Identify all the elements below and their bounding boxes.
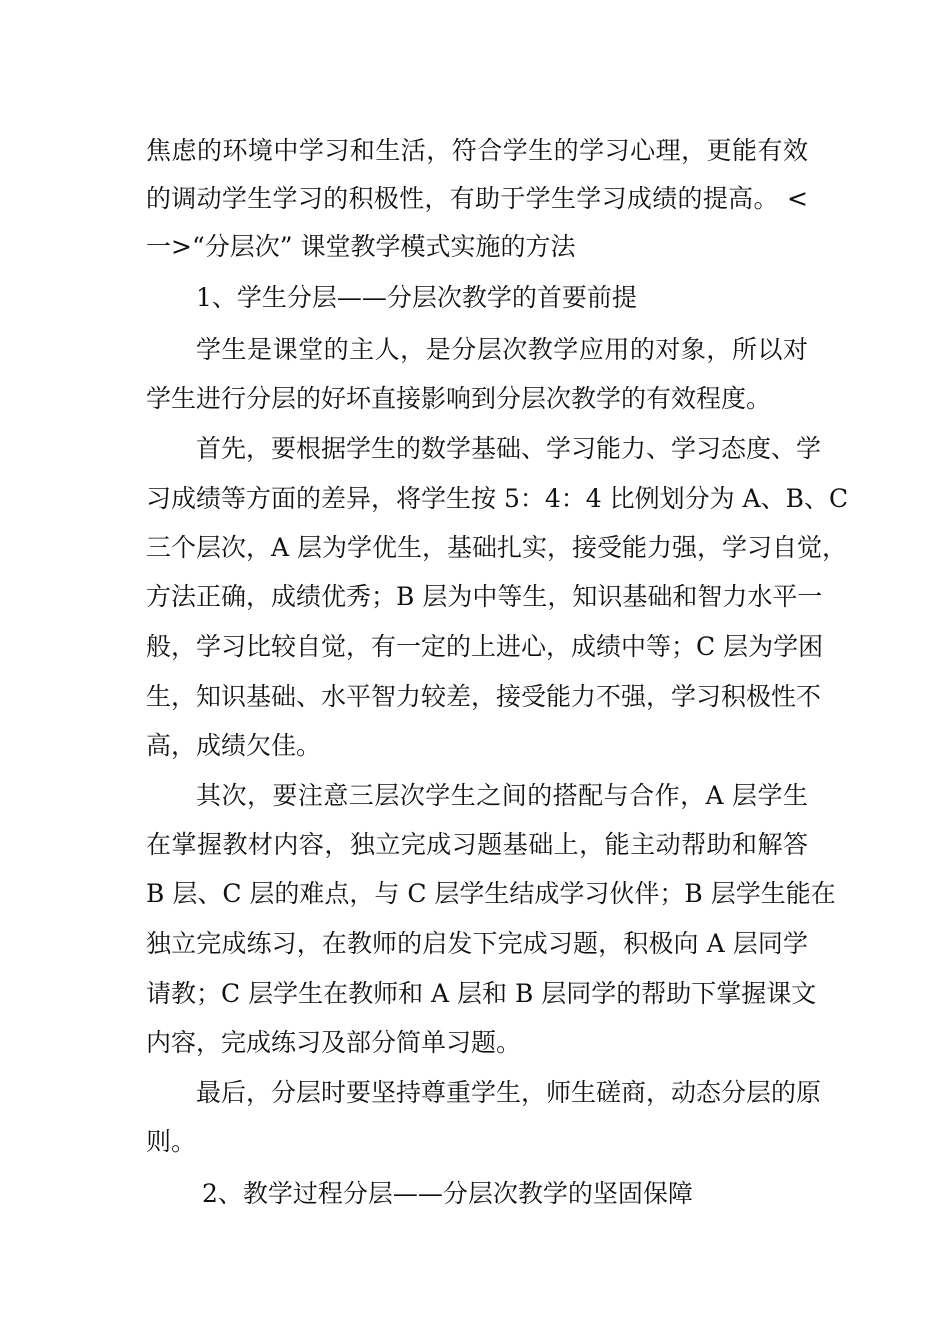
- text-line-7: 首先，要根据学生的数学基础、学习能力、学习态度、学: [196, 434, 822, 463]
- text-line-3: 一>“分层次” 课堂教学模式实施的方法: [146, 232, 576, 261]
- subheading-2: 2、教学过程分层——分层次教学的坚固保障: [202, 1179, 693, 1208]
- text-line-17: 独立完成练习，在教师的启发下完成习题，积极向 A 层同学: [146, 929, 808, 958]
- text-line-8: 习成绩等方面的差异，将学生按 5：4：4 比例划分为 A、B、C: [146, 484, 849, 513]
- text-line-14: 其次，要注意三层次学生之间的搭配与合作，A 层学生: [196, 781, 808, 810]
- text-line-19: 内容，完成练习及部分简单习题。: [146, 1028, 522, 1057]
- text-line-16: B 层、C 层的难点，与 C 层学生结成学习伙伴；B 层学生能在: [146, 879, 836, 908]
- text-line-11: 般，学习比较自觉，有一定的上进心，成绩中等；C 层为学困: [146, 632, 824, 661]
- text-line-1: 焦虑的环境中学习和生活，符合学生的学习心理，更能有效: [146, 136, 808, 165]
- text-line-6: 学生进行分层的好坏直接影响到分层次教学的有效程度。: [146, 384, 772, 413]
- text-line-2: 的调动学生学习的积极性，有助于学生学习成绩的提高。 <: [146, 184, 808, 213]
- text-line-10: 方法正确，成绩优秀；B 层为中等生，知识基础和智力水平一: [146, 582, 823, 611]
- text-line-15: 在掌握教材内容，独立完成习题基础上，能主动帮助和解答: [146, 830, 808, 859]
- text-line-21: 则。: [146, 1127, 197, 1156]
- text-line-5: 学生是课堂的主人，是分层次教学应用的对象，所以对: [196, 335, 808, 364]
- text-line-20: 最后，分层时要坚持尊重学生，师生磋商，动态分层的原: [196, 1078, 822, 1107]
- text-line-18: 请教；C 层学生在教师和 A 层和 B 层同学的帮助下掌握课文: [146, 979, 817, 1008]
- text-line-12: 生，知识基础、水平智力较差，接受能力不强，学习积极性不: [146, 682, 822, 711]
- text-line-13: 高，成绩欠佳。: [146, 731, 322, 760]
- text-line-9: 三个层次，A 层为学优生，基础扎实，接受能力强，学习自觉，: [146, 533, 848, 562]
- subheading-1: 1、学生分层——分层次教学的首要前提: [196, 283, 637, 312]
